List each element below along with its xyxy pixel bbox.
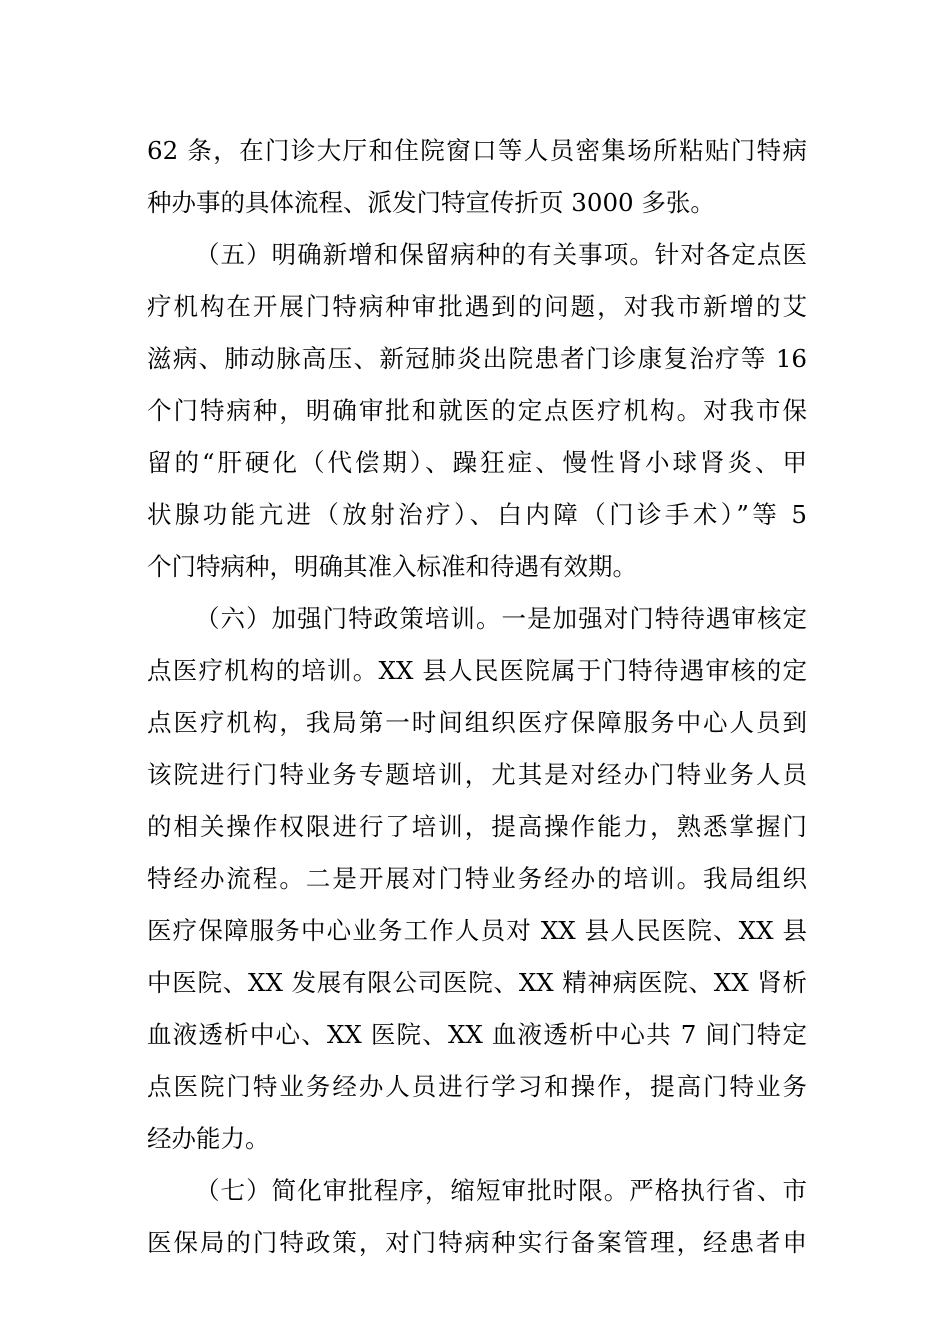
text-line: 个门特病种，明确其准入标准和待遇有效期。: [147, 552, 637, 581]
text-line: 疗机构在开展门特病种审批遇到的问题，对我市新增的艾: [147, 292, 807, 321]
text-line: 的相关操作权限进行了培训，提高操作能力，熟悉掌握门: [147, 812, 807, 841]
text-line: 62 条，在门诊大厅和住院窗口等人员密集场所粘贴门特病: [147, 136, 807, 165]
text-line: 滋病、肺动脉高压、新冠肺炎出院患者门诊康复治疗等 16: [147, 344, 807, 373]
text-line: 特经办流程。二是开展对门特业务经办的培训。我局组织: [147, 864, 807, 893]
paragraph-heading-line: （五）明确新增和保留病种的有关事项。针对各定点医: [195, 240, 807, 269]
text-line: 种办事的具体流程、派发门特宣传折页 3000 多张。: [147, 188, 715, 217]
text-line: 中医院、XX 发展有限公司医院、XX 精神病医院、XX 肾析: [147, 968, 807, 997]
text-line: 该院进行门特业务专题培训，尤其是对经办门特业务人员: [147, 760, 807, 789]
text-line: 状腺功能亢进（放射治疗）、白内障（门诊手术）”等 5: [147, 500, 807, 529]
text-line: 血液透析中心、XX 医院、XX 血液透析中心共 7 间门特定: [147, 1020, 807, 1049]
text-line: 个门特病种，明确审批和就医的定点医疗机构。对我市保: [147, 396, 807, 425]
paragraph-heading-line: （七）简化审批程序，缩短审批时限。严格执行省、市: [195, 1176, 807, 1205]
paragraph-heading-line: （六）加强门特政策培训。一是加强对门特待遇审核定: [195, 604, 807, 633]
text-line: 点医疗机构，我局第一时间组织医疗保障服务中心人员到: [147, 708, 807, 737]
text-line: 医疗保障服务中心业务工作人员对 XX 县人民医院、XX 县: [147, 916, 807, 945]
text-line: 医保局的门特政策，对门特病种实行备案管理，经患者申: [147, 1228, 807, 1257]
text-line: 点医院门特业务经办人员进行学习和操作，提高门特业务: [147, 1072, 807, 1101]
text-line: 经办能力。: [147, 1124, 270, 1153]
text-line: 点医疗机构的培训。XX 县人民医院属于门特待遇审核的定: [147, 656, 807, 685]
text-line: 留的“肝硬化（代偿期）、躁狂症、慢性肾小球肾炎、甲: [147, 448, 807, 477]
